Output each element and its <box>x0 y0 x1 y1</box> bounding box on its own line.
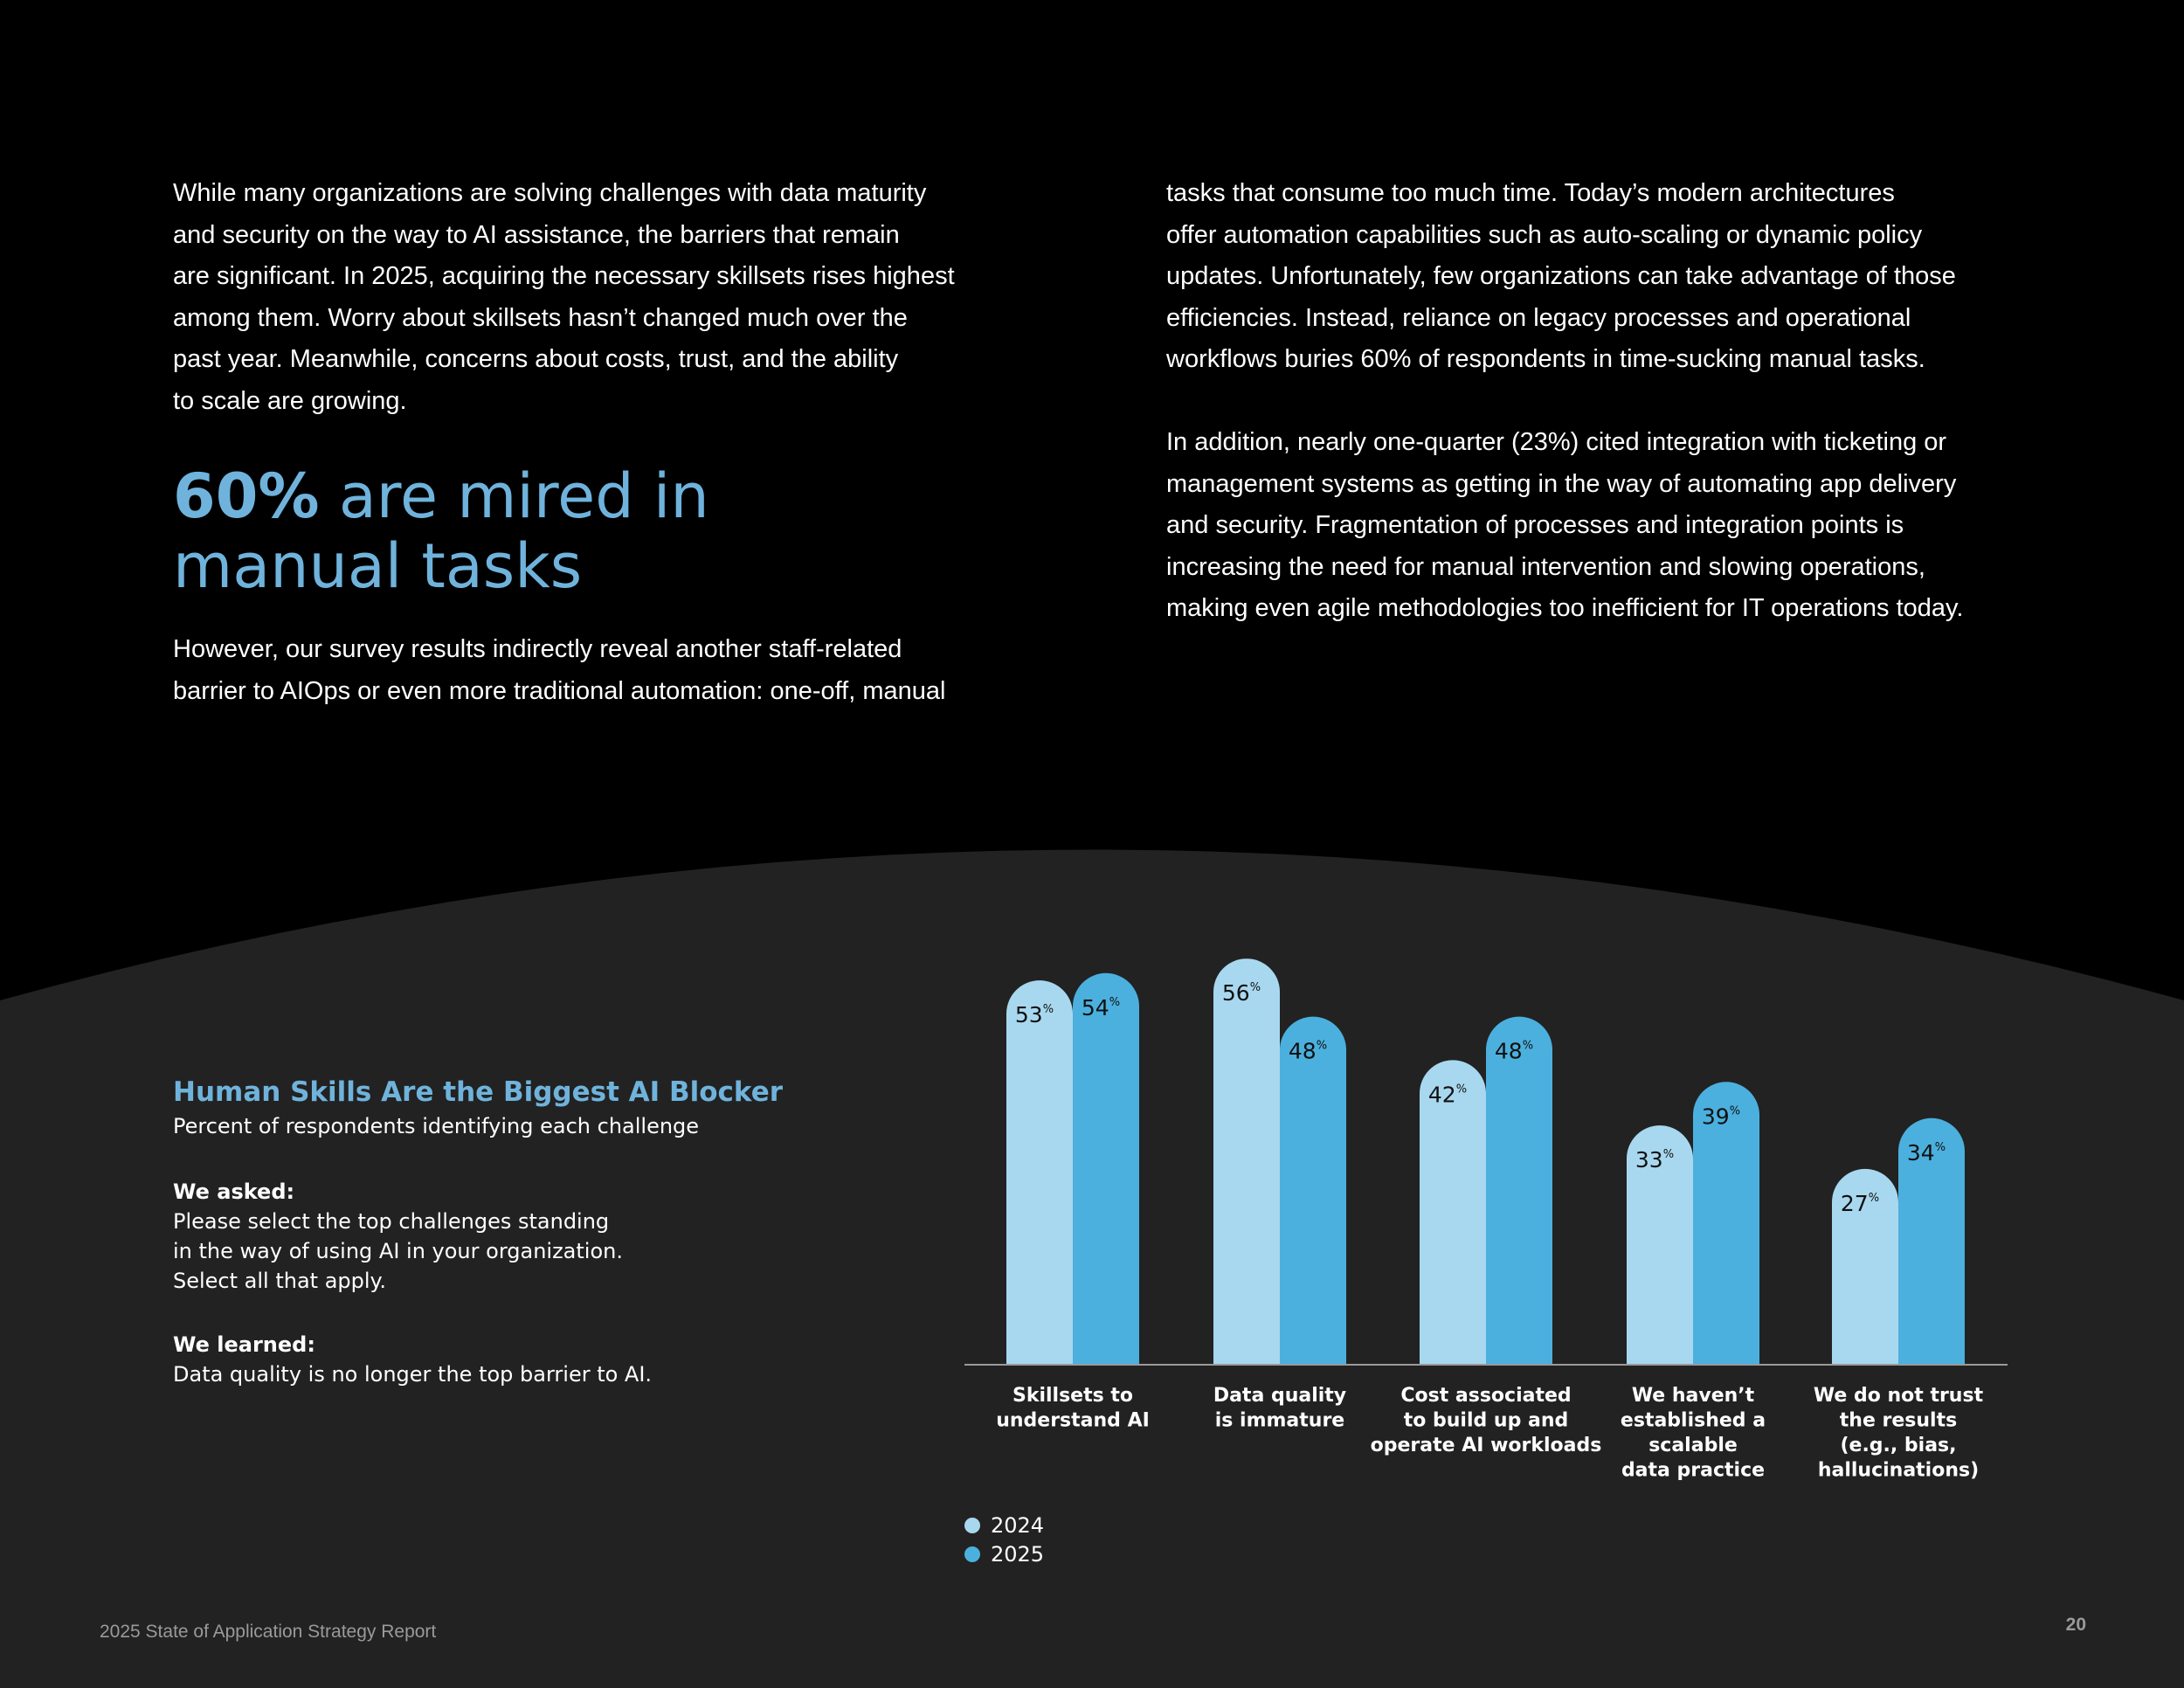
we-asked-block: We asked: Please select the top challenges standing in the way of using AI in your organization. Select all that apply. <box>173 1177 623 1296</box>
data-label-2024-cat-4: 27% <box>1840 1190 1880 1216</box>
we-learned-label: We learned: <box>173 1332 315 1357</box>
category-label-1: Data quality is immature <box>1213 1385 1347 1432</box>
footer-report-name: 2025 State of Application Strategy Report <box>100 1622 437 1642</box>
data-label-2024-cat-1: 56% <box>1221 980 1261 1007</box>
chart-subtitle: Percent of respondents identifying each challenge <box>173 1114 700 1138</box>
bar-2025-cat-0 <box>1073 973 1139 1365</box>
right-paragraph-2: In addition, nearly one-quarter (23%) cited integration with ticketing or management systems as getting in the way of automating app delivery and security. Fragmentation of processes and integration points is increasing the need for manual intervention and slowing operations, making even agile methodologies too inefficient for IT operations today. <box>1166 428 1964 622</box>
data-label-2025-cat-3: 39% <box>1701 1103 1741 1130</box>
data-label-2024-cat-0: 53% <box>1014 1002 1054 1028</box>
right-paragraph-1: tasks that consume too much time. Today’s modern architectures offer automation capabilities such as auto-scaling or dynamic policy updates. Unfortunately, few organizations can take advantage of those efficiencies. Instead, reliance on legacy processes and operational workflows buries 60% of respondents in time-sucking manual tasks. <box>1166 179 1956 373</box>
legend-item-2025 <box>964 1542 1044 1567</box>
category-label-0: Skillsets to understand AI <box>996 1385 1150 1432</box>
chart-title: Human Skills Are the Biggest AI Blocker <box>173 1076 784 1108</box>
legend-label-2024: 2024 <box>991 1513 1045 1538</box>
we-asked-label: We asked: <box>173 1180 295 1204</box>
headline-line1: are mired in <box>338 460 709 532</box>
legend-dot-2025 <box>964 1546 980 1562</box>
legend-dot-2024 <box>964 1518 980 1533</box>
bar-2024-cat-1 <box>1213 958 1280 1365</box>
bar-2025-cat-2 <box>1486 1017 1552 1365</box>
left-bottom-paragraph: However, our survey results indirectly reveal another staff-related barrier to AIOps or even more traditional automation: one-off, manual <box>173 635 946 705</box>
data-label-2024-cat-3: 33% <box>1635 1147 1675 1173</box>
category-label-3: We haven’t established a scalable data practice <box>1620 1385 1766 1482</box>
data-label-2024-cat-2: 42% <box>1427 1082 1468 1108</box>
bar-2024-cat-0 <box>1006 980 1073 1365</box>
data-label-2025-cat-4: 34% <box>1906 1139 1946 1166</box>
bar-2025-cat-1 <box>1280 1017 1346 1365</box>
data-label-2025-cat-0: 54% <box>1081 994 1121 1020</box>
intro-paragraph: While many organizations are solving challenges with data maturity and security on the way to AI assistance, the barriers that remain are significant. In 2025, acquiring the necessary skillsets rises highest among them. Worry about skillsets hasn’t changed much over the past year. Meanwhile, concerns about costs, trust, and the ability to scale are growing. <box>173 179 955 415</box>
headline-line2: manual tasks <box>173 530 583 602</box>
category-label-4: We do not trust the results (e.g., bias, hallucinations) <box>1813 1385 1984 1482</box>
legend-label-2025: 2025 <box>991 1542 1045 1567</box>
headline-stat: 60% <box>173 460 320 532</box>
legend-item-2024 <box>964 1513 1044 1538</box>
we-learned-block: We learned: Data quality is no longer the top barrier to AI. <box>173 1330 652 1389</box>
data-label-2025-cat-2: 48% <box>1494 1038 1534 1064</box>
category-label-2: Cost associated to build up and operate AI workloads <box>1370 1385 1602 1456</box>
page-number: 20 <box>2065 1615 2086 1635</box>
data-label-2025-cat-1: 48% <box>1288 1038 1328 1064</box>
